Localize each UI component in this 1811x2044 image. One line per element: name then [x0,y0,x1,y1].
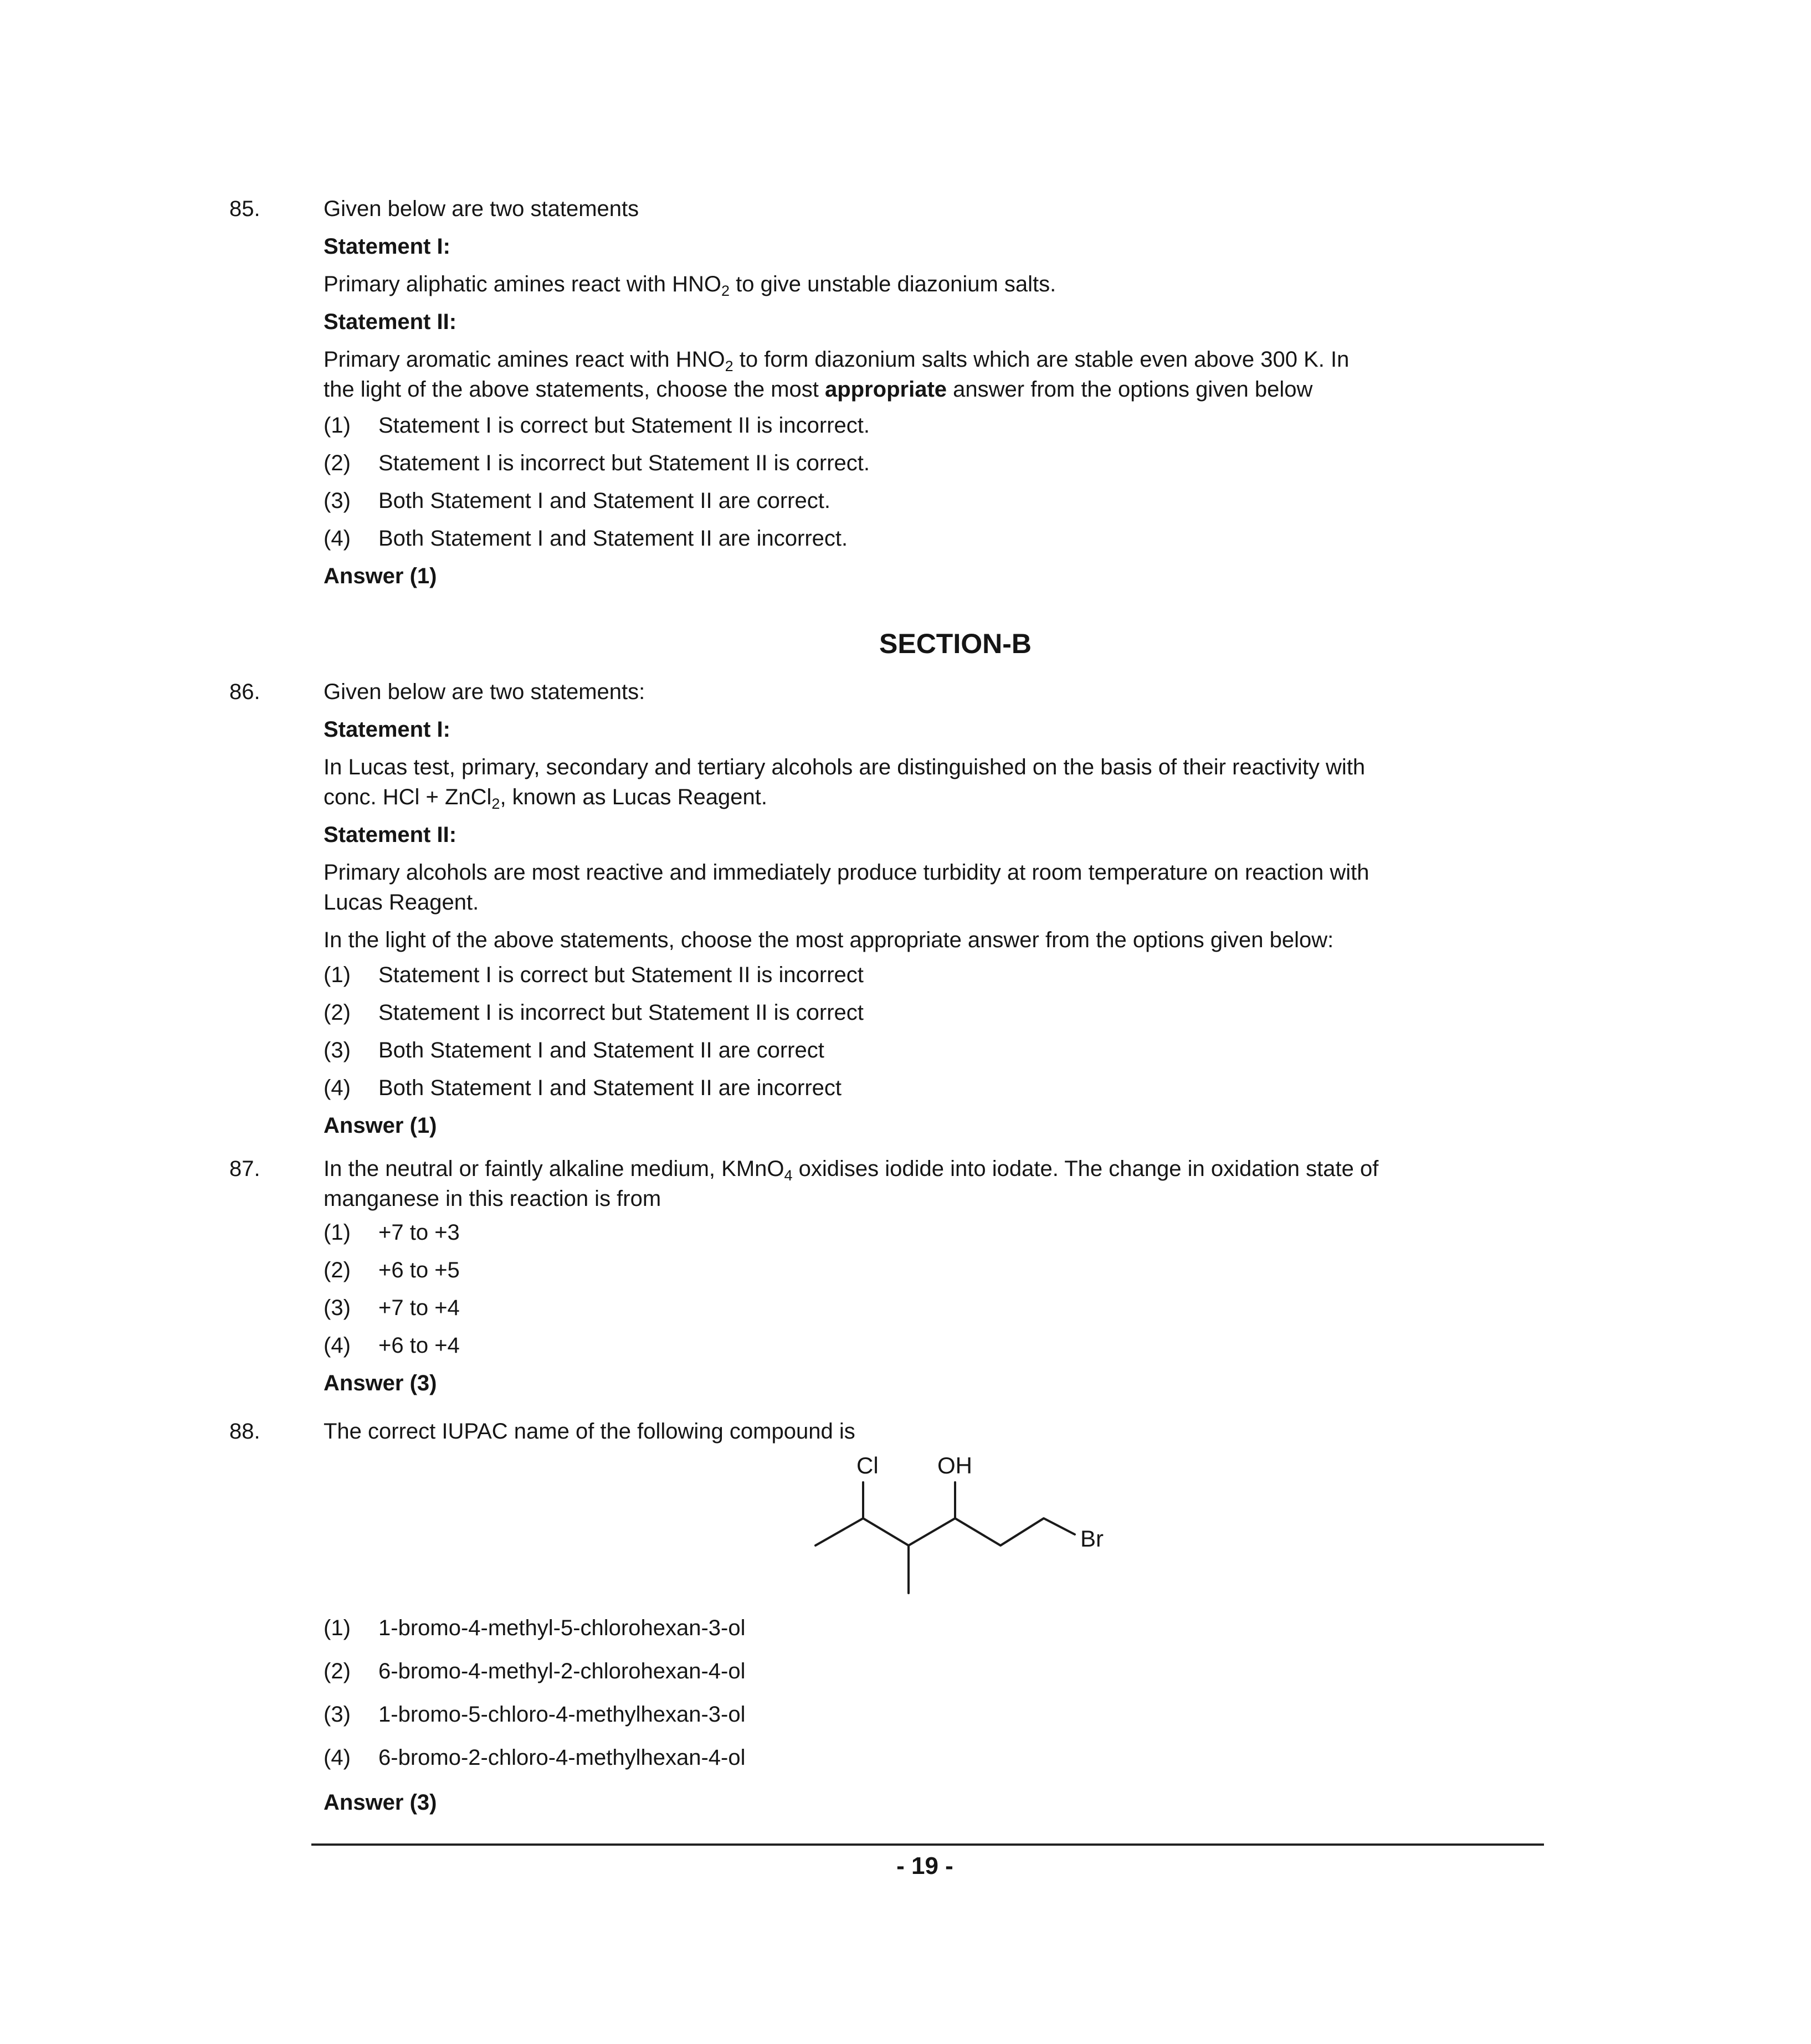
question-88 [229,1416,1548,1446]
question-number: 85. [229,197,260,221]
answer: Answer (3) [324,1790,437,1815]
question-number: 86. [229,680,260,704]
carbon-skeleton [815,1482,1075,1593]
option: (2) Statement I is incorrect but Statement II is correct [324,1000,864,1025]
statement-2-text: Primary alcohols are most reactive and immediately produce turbidity at room temperature on reaction with [324,860,1369,885]
question-intro: The correct IUPAC name of the following compound is [324,1419,855,1444]
statement-2-text: Primary aromatic amines react with $HNO_2$ to form diazonium salts which are stable even above 300 K. In [324,347,1350,374]
question-text-cont: manganese in this reaction is from [324,1187,661,1211]
answer: Answer (1) [324,564,437,588]
option: (4) Both Statement I and Statement II are incorrect. [324,526,848,551]
question-86 [229,677,1548,1144]
option: (1) Statement I is correct but Statement II is incorrect. [324,413,870,438]
statement-1-label: Statement I: [324,717,450,742]
option: (4) 6-bromo-2-chloro-4-methylhexan-4-ol [324,1745,746,1770]
statement-1-label: Statement I: [324,234,450,259]
option: (3) +7 to +4 [324,1296,460,1320]
question-number: 88. [229,1419,260,1444]
page-number: - 19 - [896,1852,953,1879]
statement-1-text: Primary aliphatic amines react with $HNO_2$ to give unstable diazonium salts. [324,272,1056,299]
option: (1) 1-bromo-4-methyl-5-chlorohexan-3-ol [324,1616,746,1640]
option: (4) Both Statement I and Statement II are incorrect [324,1076,842,1100]
answer: Answer (3) [324,1371,437,1395]
option: (1) Statement I is correct but Statement II is incorrect [324,963,864,987]
option: (4) +6 to +4 [324,1333,460,1358]
statement-2-text-cont: Lucas Reagent. [324,890,479,915]
option: (2) Statement I is incorrect but Statement II is correct. [324,451,870,475]
option: (1) +7 to +3 [324,1220,460,1245]
section-heading: SECTION-B [879,628,1032,659]
statement-2-label: Statement II: [324,823,457,847]
statement-1-text-cont: conc. HCl + ZnCl$_2$, known as Lucas Reagent. [324,785,767,812]
chemical-structure [814,1451,1125,1612]
option: (2) +6 to +5 [324,1258,460,1282]
main-chain-bonds [815,1518,1075,1545]
option: (3) 1-bromo-5-chloro-4-methylhexan-3-ol [324,1702,746,1727]
chlorine-label: Cl [856,1452,879,1478]
question-87 [229,1154,1548,1402]
footer-divider [311,1843,1544,1846]
bromine-label: Br [1080,1526,1104,1552]
instruction: In the light of the above statements, choose the most appropriate answer from the options given below: [324,928,1334,952]
question-number: 87. [229,1157,260,1181]
option: (3) Both Statement I and Statement II are correct [324,1038,824,1062]
answer: Answer (1) [324,1113,437,1138]
option: (2) 6-bromo-4-methyl-2-chlorohexan-4-ol [324,1659,746,1683]
question-intro: Given below are two statements [324,197,639,221]
question-text: In the neutral or faintly alkaline medium, KMnO$_4$ oxidises iodide into iodate. The change in oxidation state of [324,1157,1379,1184]
question-85 [229,194,1548,595]
statement-1-text: In Lucas test, primary, secondary and tertiary alcohols are distinguished on the basis of their reactivity with [324,755,1366,779]
statement-2-label: Statement II: [324,310,457,334]
statement-2-text-cont: the light of the above statements, choose the most appropriate answer from the options given below [324,377,1313,402]
hydroxyl-label: OH [937,1452,972,1478]
question-88-options [324,1606,1548,1826]
question-intro: Given below are two statements: [324,680,645,704]
option: (3) Both Statement I and Statement II are correct. [324,489,830,513]
